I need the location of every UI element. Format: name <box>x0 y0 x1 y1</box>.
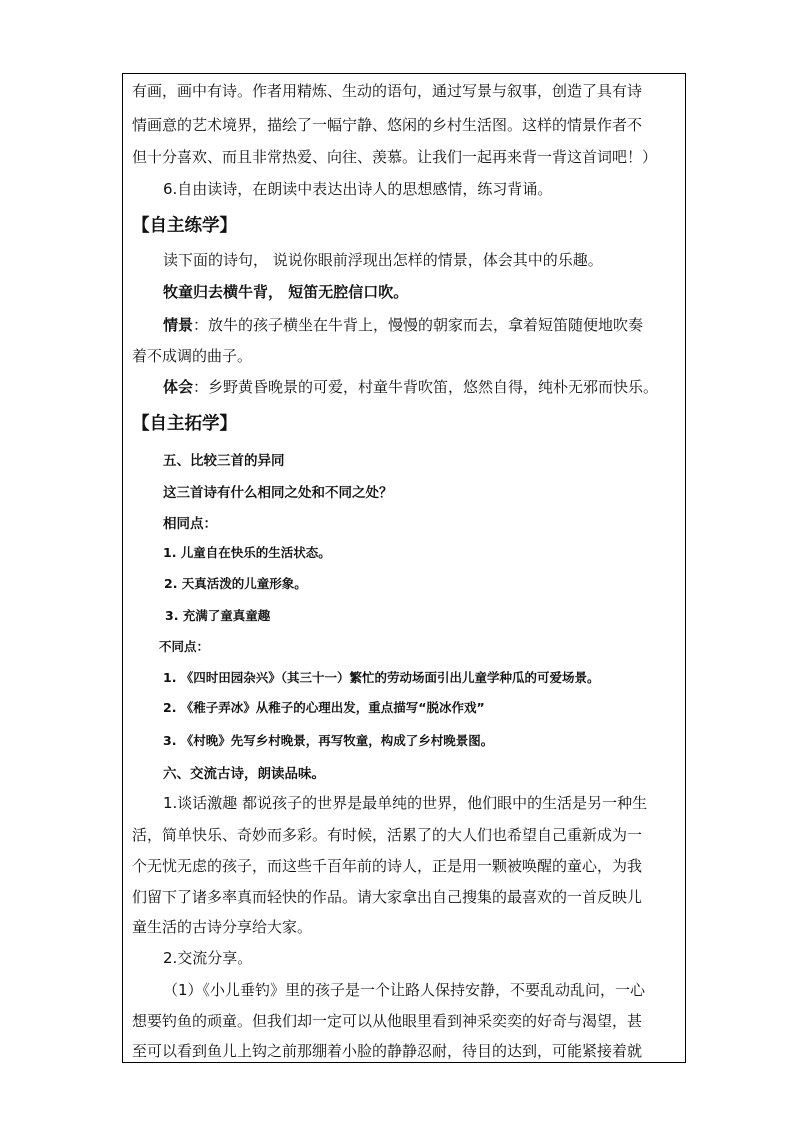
diff-item-3: 3. 《村晚》先写乡村晚景，再写牧童，构成了乡村晚景图。 <box>163 733 494 748</box>
exchange-line-4: 们留下了诸多率真而轻快的作品。请大家拿出自己搜集的最喜欢的一首反映儿 <box>132 888 643 906</box>
exchange-line-5: 童生活的古诗分享给大家。 <box>132 918 313 936</box>
same-item-2: 2. 天真活泼的儿童形象。 <box>164 576 307 591</box>
intro-line-1: 有画，画中有诗。作者用精炼、生动的语句，通过写景与叙事，创造了具有诗 <box>132 82 643 100</box>
document-table-cell <box>122 73 686 1063</box>
same-item-1: 1. 儿童自在快乐的生活状态。 <box>163 545 331 560</box>
diff-label: 不同点： <box>159 639 210 654</box>
feel-label: 体会 <box>163 378 194 396</box>
same-label: 相同点： <box>163 516 217 532</box>
fishing-line-3: 至可以看到鱼儿上钩之前那绷着小脸的静静忍耐，待目的达到，可能紧接着就 <box>132 1042 643 1060</box>
part-6-title: 六、交流古诗，朗读品味。 <box>163 766 325 782</box>
feel-line <box>163 376 658 397</box>
exchange-line-1: 1.谈话激趣 都说孩子的世界是最单纯的世界，他们眼中的生活是另一种生 <box>163 794 648 812</box>
scene-label: 情景 <box>163 316 194 334</box>
intro-line-3: 但十分喜欢、而且非常热爱、向往、羡慕。让我们一起再来背一背这首词吧！） <box>132 148 658 166</box>
diff-item-2: 2. 《稚子弄冰》从稚子的心理出发，重点描写“脱冰作戏” <box>163 700 485 715</box>
exchange-step-2: 2.交流分享。 <box>163 949 253 967</box>
practice-instruction: 读下面的诗句， 说说你眼前浮现出怎样的情景，体会其中的乐趣。 <box>163 251 603 269</box>
exchange-line-2: 活，简单快乐、奇妙而多彩。有时候，活累了的大人们也希望自己重新成为一 <box>132 826 643 844</box>
fishing-line-1: （1）《小儿垂钓》里的孩子是一个让路人保持安静，不要乱动乱问，一心 <box>163 981 646 999</box>
intro-line-2: 情画意的艺术境界，描绘了一幅宁静、悠闲的乡村生活图。这样的情景作者不 <box>132 116 643 134</box>
extend-heading: 【自主拓学】 <box>132 414 237 434</box>
scene-line-2: 着不成调的曲子。 <box>132 347 253 365</box>
part-5-title: 五、比较三首的异同 <box>163 453 285 469</box>
compare-question: 这三首诗有什么相同之处和不同之处？ <box>163 485 393 501</box>
scene-text-1: ：放牛的孩子横坐在牛背上，慢慢的朝家而去，拿着短笛随便地吹奏 <box>193 316 644 334</box>
poem-line: 牧童归去横牛背， 短笛无腔信口吹。 <box>163 283 409 301</box>
same-item-3: 3. 充满了童真童趣 <box>165 608 271 623</box>
exchange-line-3: 个无忧无虑的孩子，而这些千百年前的诗人，正是用一颗被唤醒的童心，为我 <box>132 857 643 875</box>
step-6-text: 6.自由读诗，在朗读中表达出诗人的思想感情，练习背诵。 <box>163 180 553 198</box>
diff-item-1: 1. 《四时田园杂兴》（其三十一）繁忙的劳动场面引出儿童学种瓜的可爱场景。 <box>163 670 600 685</box>
scene-line-1 <box>163 314 643 335</box>
feel-text: ：乡野黄昏晚景的可爱，村童牛背吹笛，悠然自得，纯朴无邪而快乐。 <box>193 378 659 396</box>
practice-heading: 【自主练学】 <box>132 216 237 236</box>
fishing-line-2: 想要钓鱼的顽童。但我们却一定可以从他眼里看到神采奕奕的好奇与渴望，甚 <box>132 1012 643 1030</box>
